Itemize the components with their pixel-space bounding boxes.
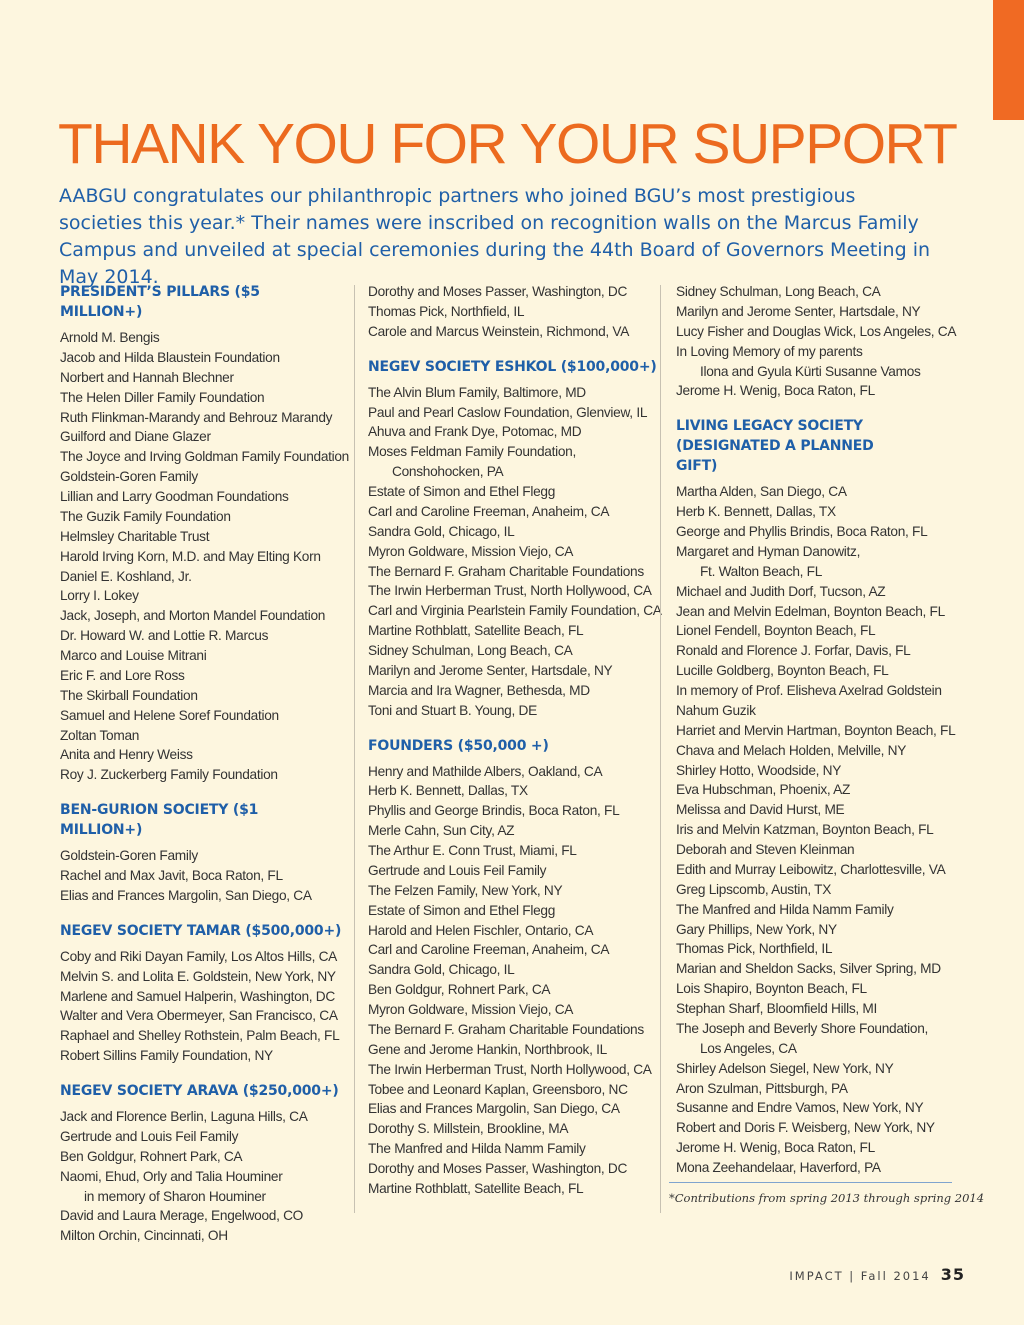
donor-list <box>676 482 966 1178</box>
donor-name: Myron Goldware, Mission Viejo, CA <box>368 543 574 559</box>
donor-name: The Irwin Herberman Trust, North Hollywood, CA <box>368 583 652 599</box>
donor-name: Ben Goldgur, Rohnert Park, CA <box>60 1148 243 1164</box>
section-title: LIVING LEGACY SOCIETY (DESIGNATED A PLANNED GIFT) <box>676 418 874 475</box>
donor-name: Lucy Fisher and Douglas Wick, Los Angeles, CA <box>676 323 957 339</box>
donor-name: Elias and Frances Margolin, San Diego, CA <box>368 1101 620 1117</box>
donor-name: Tobee and Leonard Kaplan, Greensboro, NC <box>368 1081 628 1097</box>
donor-name: Aron Szulman, Pittsburgh, PA <box>676 1080 848 1096</box>
column-3 <box>676 282 966 1193</box>
donor-name: Los Angeles, CA <box>700 1040 797 1056</box>
column-2 <box>368 282 662 1214</box>
donor-name: Martine Rothblatt, Satellite Beach, FL <box>368 623 584 639</box>
donor-name: Daniel E. Koshland, Jr. <box>60 568 192 584</box>
donor-name: Goldstein-Goren Family <box>60 469 198 485</box>
donor-name: Gene and Jerome Hankin, Northbrook, IL <box>368 1041 607 1057</box>
donor-name: Margaret and Hyman Danowitz, <box>676 543 861 559</box>
donor-name: Naomi, Ehud, Orly and Talia Houminer <box>60 1168 283 1184</box>
donor-name: Milton Orchin, Cincinnati, OH <box>60 1228 228 1244</box>
donor-name: Sandra Gold, Chicago, IL <box>368 962 515 978</box>
donor-name: Shirley Hotto, Woodside, NY <box>676 762 842 778</box>
donor-name: Carl and Caroline Freeman, Anaheim, CA <box>368 503 610 519</box>
donor-name: in memory of Sharon Houminer <box>84 1188 266 1204</box>
donor-name: Conshohocken, PA <box>392 464 504 480</box>
donor-list <box>368 282 658 342</box>
donor-name: Thomas Pick, Northfield, IL <box>676 941 833 957</box>
page-number: 35 <box>940 1265 965 1284</box>
donor-name: The Joyce and Irving Goldman Family Foundation <box>60 449 349 465</box>
donor-name: The Irwin Herberman Trust, North Hollywood, CA <box>368 1061 652 1077</box>
donor-name: In memory of Prof. Elisheva Axelrad Goldstein <box>676 683 942 698</box>
donor-name: Martha Alden, San Diego, CA <box>676 484 847 500</box>
donor-name: The Skirball Foundation <box>60 687 198 703</box>
donor-name: The Bernard F. Graham Charitable Foundations <box>368 1021 644 1037</box>
donor-name: Ronald and Florence J. Forfar, Davis, FL <box>676 643 911 659</box>
donor-name: Jack and Florence Berlin, Laguna Hills, CA <box>60 1109 308 1124</box>
donor-name: Ben Goldgur, Rohnert Park, CA <box>368 982 551 998</box>
donor-name: Marilyn and Jerome Senter, Hartsdale, NY <box>368 662 613 678</box>
donor-name: Lorry I. Lokey <box>60 588 139 604</box>
section-arava-continued <box>368 282 658 342</box>
section-presidents-pillars <box>60 282 349 785</box>
donor-name: Herb K. Bennett, Dallas, TX <box>368 783 528 799</box>
donor-name: Gary Phillips, New York, NY <box>676 921 837 937</box>
donor-name: Eva Hubschman, Phoenix, AZ <box>676 782 851 798</box>
donor-name: Marco and Louise Mitrani <box>60 648 207 663</box>
donor-name: The Guzik Family Foundation <box>60 508 231 524</box>
donor-name: Melissa and David Hurst, ME <box>676 802 845 818</box>
donor-name: Paul and Pearl Caslow Foundation, Glenview, IL <box>368 404 648 420</box>
donor-name: Ahuva and Frank Dye, Potomac, MD <box>368 424 582 440</box>
donor-name: Lucille Goldberg, Boynton Beach, FL <box>676 663 889 679</box>
donor-list <box>368 383 662 721</box>
section-founders <box>368 736 658 1199</box>
donor-name: Lillian and Larry Goodman Foundations <box>60 489 289 504</box>
publication-label: IMPACT | Fall 2014 <box>789 1269 931 1283</box>
donor-name: Jean and Melvin Edelman, Boynton Beach, FL <box>676 603 945 619</box>
donor-name: The Joseph and Beverly Shore Foundation, <box>676 1020 929 1036</box>
page-footer <box>789 1265 965 1284</box>
donor-name: Rachel and Max Javit, Boca Raton, FL <box>60 868 283 883</box>
intro-paragraph: AABGU congratulates our philanthropic partners who joined BGU’s most prestigious societies this year.* Their names were inscribed on recognition walls on the Marcus Family Campus and unveiled at special ceremonies during the 44th Board of Governors Meeting in May 2014. <box>59 185 931 288</box>
donor-name: Dr. Howard W. and Lottie R. Marcus <box>60 628 269 644</box>
donor-name: In Loving Memory of my parents <box>676 343 863 359</box>
footnote-divider <box>669 1182 952 1183</box>
section-title: BEN-GURION SOCIETY ($1 MILLION+) <box>60 802 259 839</box>
donor-name: Melvin S. and Lolita E. Goldstein, New York, NY <box>60 968 336 984</box>
donor-name: Myron Goldware, Mission Viejo, CA <box>368 1002 574 1017</box>
donor-list <box>60 1107 342 1246</box>
donor-name: Elias and Frances Margolin, San Diego, CA <box>60 887 312 903</box>
corner-tab <box>993 0 1024 120</box>
donor-list <box>368 762 658 1199</box>
donor-list <box>60 846 342 906</box>
donor-name: Marcia and Ira Wagner, Bethesda, MD <box>368 682 590 698</box>
section-title: NEGEV SOCIETY ESHKOL ($100,000+) <box>368 358 657 375</box>
donor-name: Sandra Gold, Chicago, IL <box>368 523 515 539</box>
donor-name: Eric F. and Lore Ross <box>60 667 185 683</box>
donor-name: Norbert and Hannah Blechner <box>60 369 234 385</box>
donor-name: Roy J. Zuckerberg Family Foundation <box>60 767 278 783</box>
donor-name: Susanne and Endre Vamos, New York, NY <box>676 1100 924 1116</box>
donor-name: Arnold M. Bengis <box>60 330 160 345</box>
donor-name: Dorothy and Moses Passer, Washington, DC <box>368 284 628 299</box>
donor-name: Harriet and Mervin Hartman, Boynton Beach, FL <box>676 722 956 738</box>
donor-name: George and Phyllis Brindis, Boca Raton, FL <box>676 524 928 539</box>
donor-name: Edith and Murray Leibowitz, Charlottesville, VA <box>676 861 946 877</box>
section-ben-gurion-society <box>60 800 342 906</box>
donor-name: Estate of Simon and Ethel Flegg <box>368 484 556 499</box>
donor-name: Lois Shapiro, Boynton Beach, FL <box>676 981 867 997</box>
donor-name: Toni and Stuart B. Young, DE <box>368 702 537 718</box>
donor-name: Mona Zeehandelaar, Haverford, PA <box>676 1160 881 1175</box>
section-negev-tamar <box>60 921 342 1066</box>
donor-name: Ilona and Gyula Kürti Susanne Vamos <box>700 363 921 379</box>
donor-name: Jacob and Hilda Blaustein Foundation <box>60 349 280 365</box>
donor-name: Moses Feldman Family Foundation, <box>368 444 576 460</box>
donor-name: Marilyn and Jerome Senter, Hartsdale, NY <box>676 303 921 319</box>
donor-name: Marian and Sheldon Sacks, Silver Spring, MD <box>676 961 941 977</box>
donor-name: Carl and Caroline Freeman, Anaheim, CA <box>368 942 610 958</box>
donor-name: Shirley Adelson Siegel, New York, NY <box>676 1060 894 1076</box>
donor-name: David and Laura Merage, Engelwood, CO <box>60 1208 304 1224</box>
donor-name: The Manfred and Hilda Namm Family <box>676 901 894 917</box>
donor-name: Marlene and Samuel Halperin, Washington, DC <box>60 988 335 1004</box>
donor-name: Harold Irving Korn, M.D. and May Elting Korn <box>60 548 321 564</box>
donor-name: Helmsley Charitable Trust <box>60 528 210 544</box>
section-title: PRESIDENT’S PILLARS ($5 MILLION+) <box>60 284 260 320</box>
section-title: NEGEV SOCIETY ARAVA ($250,000+) <box>60 1083 339 1099</box>
donor-name: Gertrude and Louis Feil Family <box>60 1128 239 1144</box>
donor-name: The Helen Diller Family Foundation <box>60 389 265 405</box>
donor-name: Michael and Judith Dorf, Tucson, AZ <box>676 583 886 599</box>
donor-name: Walter and Vera Obermeyer, San Francisco, CA <box>60 1008 338 1024</box>
donor-name: Ft. Walton Beach, FL <box>700 563 823 579</box>
donor-name: The Felzen Family, New York, NY <box>368 882 563 898</box>
donor-name: Chava and Melach Holden, Melville, NY <box>676 742 907 758</box>
donor-name: Iris and Melvin Katzman, Boynton Beach, FL <box>676 822 934 838</box>
donor-name: Raphael and Shelley Rothstein, Palm Beach, FL <box>60 1028 340 1044</box>
donor-name: Sidney Schulman, Long Beach, CA <box>676 284 881 299</box>
donor-name: Anita and Henry Weiss <box>60 747 193 763</box>
donor-name: Goldstein-Goren Family <box>60 848 198 864</box>
donor-name: Carole and Marcus Weinstein, Richmond, VA <box>368 323 630 339</box>
donor-name: Martine Rothblatt, Satellite Beach, FL <box>368 1180 584 1196</box>
donor-name: Estate of Simon and Ethel Flegg <box>368 902 556 918</box>
donor-name: Jerome H. Wenig, Boca Raton, FL <box>676 383 875 399</box>
donor-name: Merle Cahn, Sun City, AZ <box>368 823 515 839</box>
donor-name: Samuel and Helene Soref Foundation <box>60 707 279 723</box>
donor-name: Greg Lipscomb, Austin, TX <box>676 881 832 897</box>
donor-name: Robert and Doris F. Weisberg, New York, NY <box>676 1120 935 1136</box>
section-title: FOUNDERS ($50,000 +) <box>368 737 549 754</box>
donor-name: Stephan Sharf, Bloomfield Hills, MI <box>676 1001 877 1016</box>
donor-list <box>676 282 966 401</box>
column-divider <box>354 285 355 1213</box>
donor-list <box>60 947 342 1066</box>
donor-name: Jack, Joseph, and Morton Mandel Foundation <box>60 608 326 624</box>
section-title: NEGEV SOCIETY TAMAR ($500,000+) <box>60 922 342 939</box>
donor-name: The Bernard F. Graham Charitable Foundations <box>368 563 644 579</box>
donor-name: Ruth Flinkman-Marandy and Behrouz Marandy <box>60 409 333 425</box>
donor-name: Henry and Mathilde Albers, Oakland, CA <box>368 763 603 779</box>
donor-name: Nahum Guzik <box>676 702 756 718</box>
donor-name: Thomas Pick, Northfield, IL <box>368 303 525 319</box>
section-negev-arava <box>60 1081 342 1246</box>
donor-name: The Arthur E. Conn Trust, Miami, FL <box>368 843 577 858</box>
donor-name: Herb K. Bennett, Dallas, TX <box>676 504 836 520</box>
donor-name: Deborah and Steven Kleinman <box>676 842 855 857</box>
donor-name: Phyllis and George Brindis, Boca Raton, FL <box>368 803 620 819</box>
footnote: *Contributions from spring 2013 through spring 2014 <box>669 1191 985 1205</box>
donor-name: Jerome H. Wenig, Boca Raton, FL <box>676 1140 875 1156</box>
donor-name: Carl and Virginia Pearlstein Family Foundation, CA <box>368 603 662 619</box>
section-living-legacy <box>676 416 966 1178</box>
donor-list <box>60 328 349 785</box>
donor-name: Harold and Helen Fischler, Ontario, CA <box>368 922 594 938</box>
donor-name: Sidney Schulman, Long Beach, CA <box>368 643 573 658</box>
donor-name: Coby and Riki Dayan Family, Los Altos Hills, CA <box>60 948 337 964</box>
donor-name: Gertrude and Louis Feil Family <box>368 862 547 878</box>
donor-name: Dorothy S. Millstein, Brookline, MA <box>368 1121 569 1137</box>
donor-name: Dorothy and Moses Passer, Washington, DC <box>368 1161 628 1176</box>
donor-name: Lionel Fendell, Boynton Beach, FL <box>676 623 876 639</box>
section-negev-eshkol <box>368 357 662 721</box>
donor-name: Robert Sillins Family Foundation, NY <box>60 1048 273 1064</box>
donor-name: The Manfred and Hilda Namm Family <box>368 1141 586 1157</box>
donor-name: Guilford and Diane Glazer <box>60 429 211 445</box>
donor-name: Zoltan Toman <box>60 727 140 743</box>
page-title: THANK YOU FOR YOUR SUPPORT <box>58 112 957 176</box>
section-founders-continued <box>676 282 966 401</box>
column-divider <box>660 285 661 1213</box>
column-1 <box>60 282 349 1261</box>
donor-name: The Alvin Blum Family, Baltimore, MD <box>368 384 586 400</box>
